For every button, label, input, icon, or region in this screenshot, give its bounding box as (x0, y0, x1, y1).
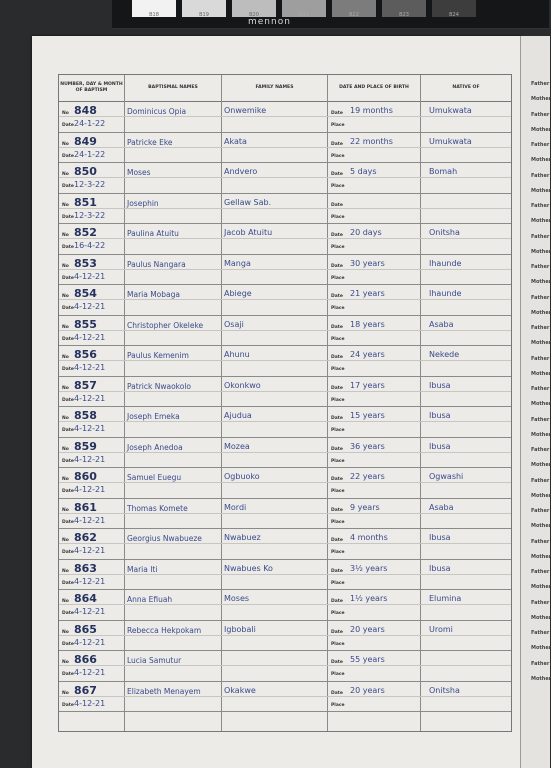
father-label: Father (531, 660, 550, 667)
mother-label: Mother (531, 553, 551, 560)
no-label: No (62, 507, 69, 513)
no-label: No (62, 599, 69, 604)
baptismal-name: Georgius Nwabueze (127, 534, 202, 543)
date-label: Date (62, 641, 74, 647)
date-label: Date (62, 397, 74, 403)
date-label: Date (62, 153, 74, 159)
mother-label: Mother (531, 157, 551, 163)
entry-number: 856 (74, 348, 97, 361)
family-name: Nwabues Ko (224, 563, 273, 573)
no-label: No (62, 660, 69, 665)
entry-number: 860 (74, 470, 97, 483)
row-divider (59, 299, 511, 300)
mother-label: Mother (531, 584, 551, 590)
father-label: Father (531, 630, 550, 636)
calibration-swatch: B23 (382, 0, 426, 17)
row-divider (59, 177, 511, 178)
table-row (59, 101, 511, 133)
entry-number: 850 (74, 165, 97, 178)
mother-label: Mother (531, 401, 551, 407)
birth-date-label: Date (331, 538, 343, 543)
birth-place-label: Place (331, 336, 345, 342)
entry-number: 858 (74, 409, 97, 422)
header-date-place: DATE AND PLACE OF BIRTH (339, 85, 409, 91)
mother-label: Mother (531, 309, 551, 316)
native-of: Bomah (429, 167, 458, 176)
no-label: No (62, 233, 69, 238)
baptism-date: 4-12-21 (74, 485, 106, 494)
entry-number: 848 (74, 104, 97, 117)
birth-date: 36 years (350, 441, 385, 451)
family-name: Okonkwo (224, 380, 261, 390)
birth-date-label: Date (331, 233, 343, 238)
birth-place-label: Place (331, 611, 345, 616)
calibration-swatch: B20 (232, 0, 276, 17)
baptismal-name: Dominicus Opia (127, 107, 187, 116)
mother-label: Mother (531, 462, 551, 468)
birth-date: 5 days (350, 167, 377, 176)
no-label: No (62, 446, 69, 452)
birth-date: 4 months (350, 533, 388, 542)
no-label: No (62, 324, 69, 330)
header-number: NUMBER, DAY & MONTH OF BAPTISM (60, 82, 123, 93)
father-label: Father (531, 416, 550, 423)
birth-date-label: Date (331, 172, 343, 177)
birth-date: 20 years (350, 624, 385, 634)
date-label: Date (62, 214, 74, 220)
native-of: Umukwata (429, 106, 472, 115)
birth-date-label: Date (331, 416, 343, 421)
birth-date-label: Date (331, 202, 343, 208)
baptismal-name: Samuel Euegu (127, 473, 182, 482)
family-name: Jacob Atuitu (224, 228, 273, 237)
date-label: Date (62, 702, 74, 708)
father-label: Father (531, 203, 550, 209)
father-label: Father (531, 233, 550, 240)
baptism-date: 4-12-21 (74, 271, 106, 281)
birth-date: 19 months (350, 106, 393, 115)
father-label: Father (531, 264, 550, 270)
no-label: No (62, 416, 69, 421)
baptism-date: 12-3-22 (74, 210, 106, 220)
row-divider (59, 513, 511, 514)
birth-date-label: Date (331, 111, 343, 116)
entry-number: 866 (74, 653, 97, 666)
baptismal-name: Joseph Anedoa (127, 442, 183, 452)
birth-date-label: Date (331, 629, 343, 635)
date-label: Date (62, 184, 74, 189)
birth-date: 55 years (350, 655, 385, 664)
baptism-register-table (58, 74, 512, 732)
birth-date: 9 years (350, 502, 380, 512)
father-label: Father (531, 477, 550, 484)
birth-date: 22 years (350, 472, 385, 481)
birth-date-label: Date (331, 355, 343, 360)
birth-date: 3½ years (350, 563, 388, 573)
native-of: Asaba (429, 502, 454, 512)
baptism-date: 4-12-21 (74, 393, 106, 403)
row-divider (59, 421, 511, 422)
entry-number: 857 (74, 378, 97, 392)
father-label: Father (531, 294, 550, 301)
entry-number: 853 (74, 256, 97, 270)
calibration-swatch: B22 (332, 0, 376, 17)
birth-date: 18 years (350, 319, 385, 329)
father-label: Father (531, 386, 550, 392)
family-name: Mozea (224, 441, 250, 451)
father-label: Father (531, 172, 550, 179)
family-name: Gellaw Sab. (224, 197, 272, 207)
table-row (59, 437, 511, 469)
native-of: Ibusa (429, 563, 451, 573)
native-of: Elumina (429, 594, 462, 603)
birth-place-label: Place (331, 275, 345, 281)
baptism-date: 4-12-21 (74, 302, 106, 311)
mother-label: Mother (531, 96, 551, 102)
facing-page-edge (520, 36, 550, 768)
calibration-swatch: B19 (182, 0, 226, 17)
date-label: Date (62, 428, 74, 433)
native-of: Asaba (429, 319, 454, 329)
entry-number: 861 (74, 500, 97, 514)
no-label: No (62, 263, 69, 269)
mother-label: Mother (531, 248, 551, 255)
table-row (59, 498, 511, 530)
row-divider (59, 696, 511, 697)
mother-label: Mother (531, 523, 551, 529)
table-row (59, 528, 511, 560)
baptismal-name: Paulus Kemenim (127, 351, 189, 360)
table-row (59, 223, 511, 255)
entry-number: 849 (74, 134, 97, 148)
baptism-date: 24-1-22 (74, 119, 106, 128)
row-divider (59, 604, 511, 605)
calibration-swatch: B18 (132, 0, 176, 17)
mother-label: Mother (531, 218, 551, 224)
mother-label: Mother (531, 187, 551, 194)
table-row (59, 284, 511, 316)
baptism-date: 16-4-22 (74, 241, 106, 250)
no-label: No (62, 629, 69, 635)
baptismal-name: Josephin (127, 198, 159, 208)
table-row (59, 193, 511, 225)
baptismal-name: Joseph Emeka (127, 412, 180, 421)
birth-date: 17 years (350, 380, 385, 390)
family-name: Ahunu (224, 350, 250, 359)
native-of: Umukwata (429, 136, 472, 146)
native-of: Onitsha (429, 228, 460, 237)
table-row (59, 589, 511, 621)
father-label: Father (531, 599, 550, 606)
birth-place-label: Place (331, 702, 345, 708)
date-label: Date (62, 611, 74, 616)
birth-date-label: Date (331, 690, 343, 696)
row-divider (59, 330, 511, 331)
native-of: Uromi (429, 624, 453, 634)
father-label: Father (531, 508, 550, 514)
table-row (59, 559, 511, 591)
entry-number: 863 (74, 561, 97, 575)
baptismal-name: Elizabeth Menayem (127, 686, 201, 696)
birth-date-label: Date (331, 599, 343, 604)
color-calibration-bar (112, 0, 549, 29)
birth-place-label: Place (331, 458, 345, 464)
baptismal-name: Rebecca Hekpokam (127, 625, 202, 635)
baptism-date: 12-3-22 (74, 180, 106, 189)
table-row (59, 650, 511, 682)
birth-date: 20 years (350, 685, 385, 695)
family-name: Akata (224, 136, 247, 146)
baptismal-name: Patricke Eke (127, 137, 173, 147)
date-label: Date (62, 245, 74, 250)
entry-number: 851 (74, 195, 97, 209)
header-native-of: NATIVE OF (452, 85, 480, 91)
birth-place-label: Place (331, 489, 345, 494)
family-name: Abiege (224, 289, 252, 298)
birth-date-label: Date (331, 477, 343, 482)
birth-place-label: Place (331, 214, 345, 220)
birth-date-label: Date (331, 446, 343, 452)
family-name: Okakwe (224, 685, 256, 695)
brand-label: mennon (248, 17, 291, 27)
birth-place-label: Place (331, 123, 345, 128)
birth-date: 15 years (350, 411, 385, 420)
birth-place-label: Place (331, 519, 345, 525)
entry-number: 867 (74, 683, 97, 697)
row-divider (59, 452, 511, 453)
row-divider (59, 360, 511, 361)
no-label: No (62, 111, 69, 116)
father-label: Father (531, 81, 550, 87)
family-name: Ogbuoko (224, 472, 260, 481)
baptismal-name: Thomas Komete (127, 503, 188, 513)
date-label: Date (62, 580, 74, 586)
birth-date-label: Date (331, 263, 343, 269)
mother-label: Mother (531, 126, 551, 133)
native-of: Ibusa (429, 533, 451, 542)
native-of: Ibusa (429, 380, 451, 390)
no-label: No (62, 294, 69, 299)
birth-place-label: Place (331, 184, 345, 189)
birth-date-label: Date (331, 507, 343, 513)
baptismal-name: Patrick Nwaokolo (127, 381, 192, 391)
birth-date-label: Date (331, 385, 343, 391)
birth-date-label: Date (331, 568, 343, 574)
table-row (59, 315, 511, 347)
date-label: Date (62, 489, 74, 494)
row-divider (59, 116, 511, 117)
no-label: No (62, 538, 69, 543)
birth-date: 24 years (350, 350, 385, 359)
baptism-date: 4-12-21 (74, 607, 106, 616)
mother-label: Mother (531, 492, 551, 499)
table-row (59, 376, 511, 408)
baptismal-name: Maria Mobaga (127, 290, 180, 299)
family-name: Moses (224, 594, 250, 603)
birth-place-label: Place (331, 580, 345, 586)
row-divider (59, 208, 511, 209)
date-label: Date (62, 367, 74, 372)
table-header (59, 75, 511, 102)
father-label: Father (531, 538, 550, 545)
row-divider (59, 147, 511, 148)
table-row (59, 132, 511, 164)
no-label: No (62, 355, 69, 360)
baptismal-name: Paulina Atuitu (127, 229, 179, 238)
birth-date-label: Date (331, 294, 343, 299)
family-name: Nwabuez (224, 533, 261, 542)
father-label: Father (531, 325, 550, 331)
mother-label: Mother (531, 645, 551, 651)
baptismal-name: Paulus Nangara (127, 259, 186, 269)
birth-place-label: Place (331, 306, 345, 311)
baptism-date: 4-12-21 (74, 546, 106, 555)
birth-date: 1½ years (350, 594, 388, 603)
date-label: Date (62, 458, 74, 464)
date-label: Date (62, 123, 74, 128)
baptism-date: 4-12-21 (74, 515, 106, 525)
row-divider (59, 482, 511, 483)
native-of: Ihaunde (429, 289, 462, 298)
entry-number: 854 (74, 287, 97, 300)
native-of: Ihaunde (429, 258, 462, 268)
family-name: Ajudua (224, 411, 252, 420)
birth-date: 22 months (350, 136, 393, 146)
birth-place-label: Place (331, 397, 345, 403)
no-label: No (62, 568, 69, 574)
native-of: Onitsha (429, 685, 460, 695)
father-label: Father (531, 569, 550, 575)
native-of: Ibusa (429, 441, 451, 451)
family-name: Manga (224, 258, 251, 268)
calibration-swatch: B21 (282, 0, 326, 17)
row-divider (59, 574, 511, 575)
date-label: Date (62, 306, 74, 311)
baptismal-name: Anna Efiuah (127, 595, 173, 604)
father-label: Father (531, 142, 550, 148)
mother-label: Mother (531, 614, 551, 621)
table-row (59, 254, 511, 286)
baptismal-name: Lucia Samutur (127, 656, 182, 665)
baptism-date: 4-12-21 (74, 332, 106, 342)
birth-place-label: Place (331, 153, 345, 159)
entry-number: 862 (74, 531, 97, 544)
table-row (59, 467, 511, 499)
birth-place-label: Place (331, 367, 345, 372)
table-row (59, 162, 511, 194)
no-label: No (62, 477, 69, 482)
native-of: Nekede (429, 350, 460, 359)
baptism-date: 4-12-21 (74, 576, 106, 586)
no-label: No (62, 172, 69, 177)
entry-number: 859 (74, 439, 97, 453)
birth-date: 20 days (350, 228, 382, 237)
baptismal-name: Christopher Okeleke (127, 320, 204, 330)
father-label: Father (531, 111, 550, 118)
birth-date-label: Date (331, 141, 343, 147)
family-name: Igbobali (224, 624, 256, 634)
baptism-date: 4-12-21 (74, 698, 106, 708)
baptism-date: 4-12-21 (74, 454, 106, 464)
mother-label: Mother (531, 370, 551, 377)
birth-date: 21 years (350, 289, 385, 298)
row-divider (59, 391, 511, 392)
baptismal-name: Moses (127, 168, 151, 177)
baptism-date: 24-1-22 (74, 149, 106, 159)
header-baptismal-names: BAPTISMAL NAMES (148, 85, 198, 91)
date-label: Date (62, 275, 74, 281)
birth-place-label: Place (331, 672, 345, 677)
entry-number: 864 (74, 592, 97, 605)
mother-label: Mother (531, 279, 551, 285)
birth-date-label: Date (331, 324, 343, 330)
family-name: Andvero (224, 167, 258, 176)
date-label: Date (62, 519, 74, 525)
table-row (59, 620, 511, 652)
header-family-names: FAMILY NAMES (255, 85, 294, 91)
mother-label: Mother (531, 675, 551, 682)
mother-label: Mother (531, 431, 551, 438)
family-name: Osaji (224, 319, 244, 329)
table-row (59, 681, 511, 713)
baptism-date: 4-12-21 (74, 668, 106, 677)
row-divider (59, 635, 511, 636)
birth-date: 30 years (350, 258, 385, 268)
date-label: Date (62, 336, 74, 342)
birth-place-label: Place (331, 245, 345, 250)
entry-number: 852 (74, 226, 97, 239)
no-label: No (62, 141, 69, 147)
entry-number: 855 (74, 317, 97, 331)
no-label: No (62, 385, 69, 391)
row-divider (59, 269, 511, 270)
date-label: Date (62, 550, 74, 555)
calibration-swatch: B24 (432, 0, 476, 17)
no-label: No (62, 202, 69, 208)
birth-place-label: Place (331, 641, 345, 647)
native-of: Ibusa (429, 411, 451, 420)
family-name: Onwemike (224, 106, 267, 115)
no-label: No (62, 690, 69, 696)
date-label: Date (62, 672, 74, 677)
baptismal-name: Maria Iti (127, 564, 158, 574)
table-row (59, 406, 511, 438)
row-divider (59, 665, 511, 666)
father-label: Father (531, 355, 550, 362)
entry-number: 865 (74, 622, 97, 636)
row-divider (59, 543, 511, 544)
birth-place-label: Place (331, 428, 345, 433)
baptism-date: 4-12-21 (74, 363, 106, 372)
table-row (59, 345, 511, 377)
birth-date-label: Date (331, 660, 343, 665)
row-divider (59, 238, 511, 239)
baptism-date: 4-12-21 (74, 637, 106, 647)
father-label: Father (531, 447, 550, 453)
mother-label: Mother (531, 340, 551, 346)
birth-place-label: Place (331, 550, 345, 555)
baptism-date: 4-12-21 (74, 424, 106, 433)
family-name: Mordi (224, 502, 247, 512)
native-of: Ogwashi (429, 472, 464, 481)
